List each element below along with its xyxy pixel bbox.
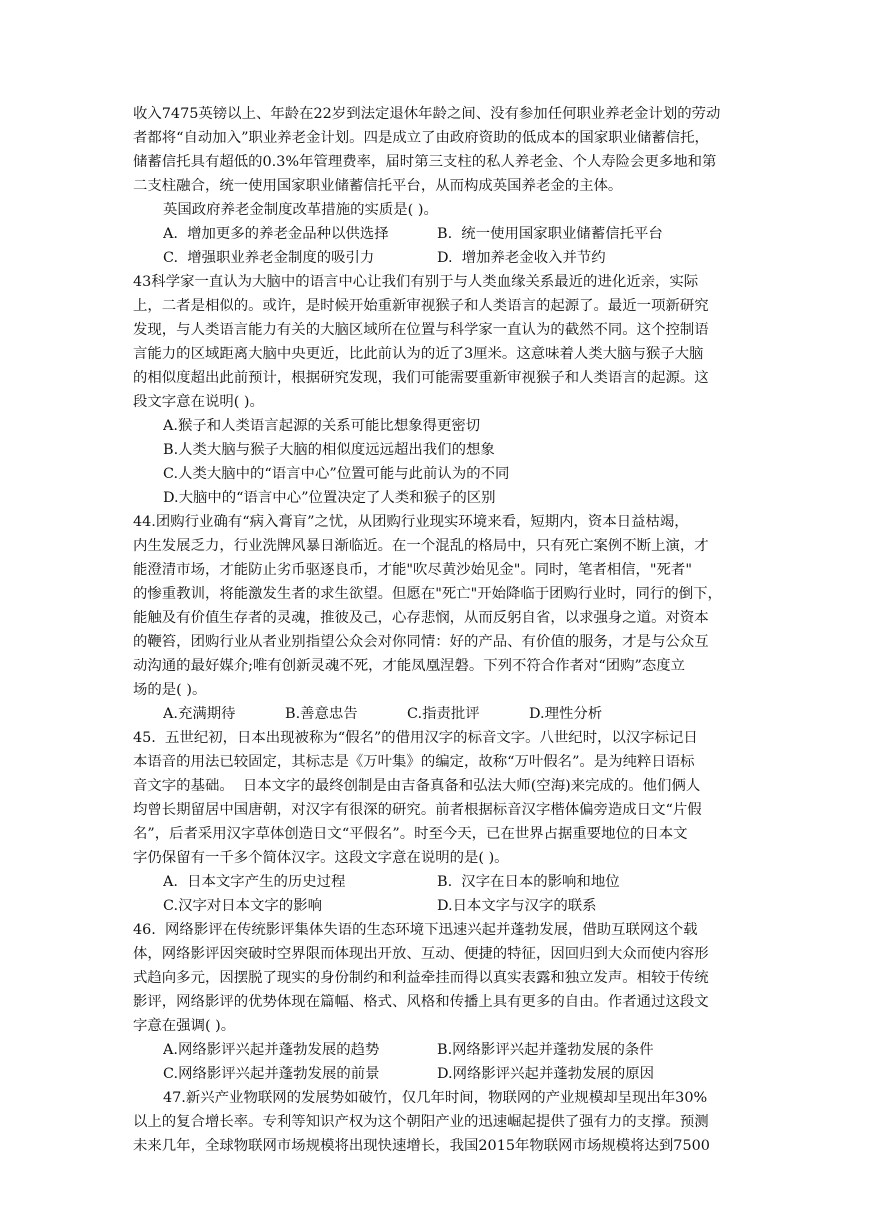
text-line: 言能力的区域距离大脑中央更近，比此前认为的近了3厘米。这意味着人类大脑与猴子大脑: [133, 346, 704, 362]
text-line: 46. 网络影评在传统影评集体失语的生态环境下迅速兴起并蓬勃发展，借助互联网这个载: [133, 922, 698, 938]
text-line: 收入7475英镑以上、年龄在22岁到法定退休年龄之间、没有参加任何职业养老金计划的劳动: [133, 106, 721, 122]
text-line: 式趋向多元，因摆脱了现实的身份制约和利益牵挂而得以真实表露和独立发声。相较于传统: [133, 970, 709, 986]
option-d: D.理性分析: [529, 706, 603, 722]
text-line: 者都将“自动加入”职业养老金计划。四是成立了由政府资助的低成本的国家职业储蓄信托，: [133, 130, 709, 146]
text-line: 47.新兴产业物联网的发展势如破竹，仅几年时间，物联网的产业规模却呈现出年30%: [163, 1090, 708, 1106]
text-line: 45. 五世纪初，日本出现被称为“假名”的借用汉字的标音文字。八世纪时，以汉字标记日: [133, 730, 698, 746]
text-line: 的相似度超出此前预计，根据研究发现，我们可能需要重新审视猴子和人类语言的起源。这: [133, 370, 709, 386]
text-line: 均曾长期留居中国唐朝，对汉字有很深的研究。前者根据标音汉字楷体偏旁造成日文“片假: [133, 802, 702, 818]
option-c: C.汉字对日本文字的影响: [163, 898, 322, 914]
option-d: D.日本文字与汉字的联系: [437, 898, 597, 914]
question-stem: 英国政府养老金制度改革措施的实质是( )。: [163, 202, 438, 218]
text-line: 内生发展乏力，行业洗牌风暴日渐临近。在一个混乱的格局中，只有死亡案例不断上演，才: [133, 538, 709, 554]
text-line: 能触及有价值生存者的灵魂，推彼及己，心存悲悯，从而反躬自省，以求强身之道。对资本: [133, 610, 709, 626]
text-line: 影评，网络影评的优势体现在篇幅、格式、风格和传播上具有更多的自由。作者通过这段文: [133, 994, 709, 1010]
option-c: C. 增强职业养老金制度的吸引力: [163, 250, 375, 266]
option-a: A. 日本文字产生的历史过程: [163, 874, 346, 890]
option-c: C.人类大脑中的“语言中心”位置可能与此前认为的不同: [163, 466, 510, 482]
option-b: B. 统一使用国家职业储蓄信托平台: [437, 226, 663, 242]
option-a: A.充满期待: [163, 706, 236, 722]
option-b: B. 汉字在日本的影响和地位: [437, 874, 620, 890]
text-line: 44.团购行业确有“病入膏肓”之忧，从团购行业现实环境来看，短期内，资本日益枯竭，: [133, 514, 689, 530]
text-line: 体，网络影评因突破时空界限而体现出开放、互动、便捷的特征，因回归到大众而使内容形: [133, 946, 709, 962]
text-line: 场的是( )。: [133, 682, 207, 698]
text-line: 以上的复合增长率。专利等知识产权为这个朝阳产业的迅速崛起提供了强有力的支撑。预测: [133, 1114, 709, 1130]
option-b: B.人类大脑与猴子大脑的相似度远远超出我们的想象: [163, 442, 495, 458]
text-line: 字意在强调( )。: [133, 1018, 236, 1034]
text-line: 段文字意在说明( )。: [133, 394, 264, 410]
option-d: D.大脑中的“语言中心”位置决定了人类和猴子的区别: [163, 490, 496, 506]
text-line: 储蓄信托具有超低的0.3%年管理费率，届时第三支柱的私人养老金、个人寿险会更多地和第: [133, 154, 717, 170]
text-line: 上，二者是相似的。或许，是时候开始重新审视猴子和人类语言的起源了。最近一项新研究: [133, 298, 709, 314]
option-d: D. 增加养老金收入并节约: [437, 250, 606, 266]
text-line: 名”，后者采用汉字草体创造日文“平假名”。时至今天，已在世界占据重要地位的日本文: [133, 826, 688, 842]
text-line: 能澄清市场，才能防止劣币驱逐良币，才能"吹尽黄沙始见金"。同时，笔者相信，"死者": [133, 562, 692, 578]
option-c: C.网络影评兴起并蓬勃发展的前景: [163, 1066, 380, 1082]
text-line: 动沟通的最好媒介;唯有创新灵魂不死，才能凤凰涅磐。下列不符合作者对“团购”态度立: [133, 658, 686, 674]
text-line: 未来几年，全球物联网市场规模将出现快速增长，我国2015年物联网市场规模将达到7500: [133, 1138, 710, 1154]
option-b: B.网络影评兴起并蓬勃发展的条件: [437, 1042, 654, 1058]
text-line: 的惨重教训，将能激发生者的求生欲望。但愿在"死亡"开始降临于团购行业时，同行的倒下，: [133, 586, 722, 602]
text-line: 发现，与人类语言能力有关的大脑区域所在位置与科学家一直认为的截然不同。这个控制语: [133, 322, 709, 338]
text-line: 43科学家一直认为大脑中的语言中心让我们有别于与人类血缘关系最近的进化近亲，实际: [133, 274, 699, 290]
option-a: A.网络影评兴起并蓬勃发展的趋势: [163, 1042, 380, 1058]
option-a: A. 增加更多的养老金品种以供选择: [163, 226, 389, 242]
text-line: 字仍保留有一千多个简体汉字。这段文字意在说明的是( )。: [133, 850, 509, 866]
option-a: A.猴子和人类语言起源的关系可能比想象得更密切: [163, 418, 481, 434]
text-line: 音文字的基础。 日本文字的最终创制是由吉备真备和弘法大师(空海)来完成的。他们俩人: [133, 778, 701, 794]
option-c: C.指责批评: [407, 706, 480, 722]
text-line: 二支柱融合，统一使用国家职业储蓄信托平台，从而构成英国养老金的主体。: [133, 178, 623, 194]
option-d: D.网络影评兴起并蓬勃发展的原因: [437, 1066, 655, 1082]
text-line: 本语音的用法已较固定，其标志是《万叶集》的编定，故称“万叶假名”。是为纯粹日语标: [133, 754, 695, 770]
option-b: B.善意忠告: [285, 706, 358, 722]
text-line: 的鞭笞，团购行业从者业别指望公众会对你同情：好的产品、有价值的服务，才是与公众互: [133, 634, 709, 650]
